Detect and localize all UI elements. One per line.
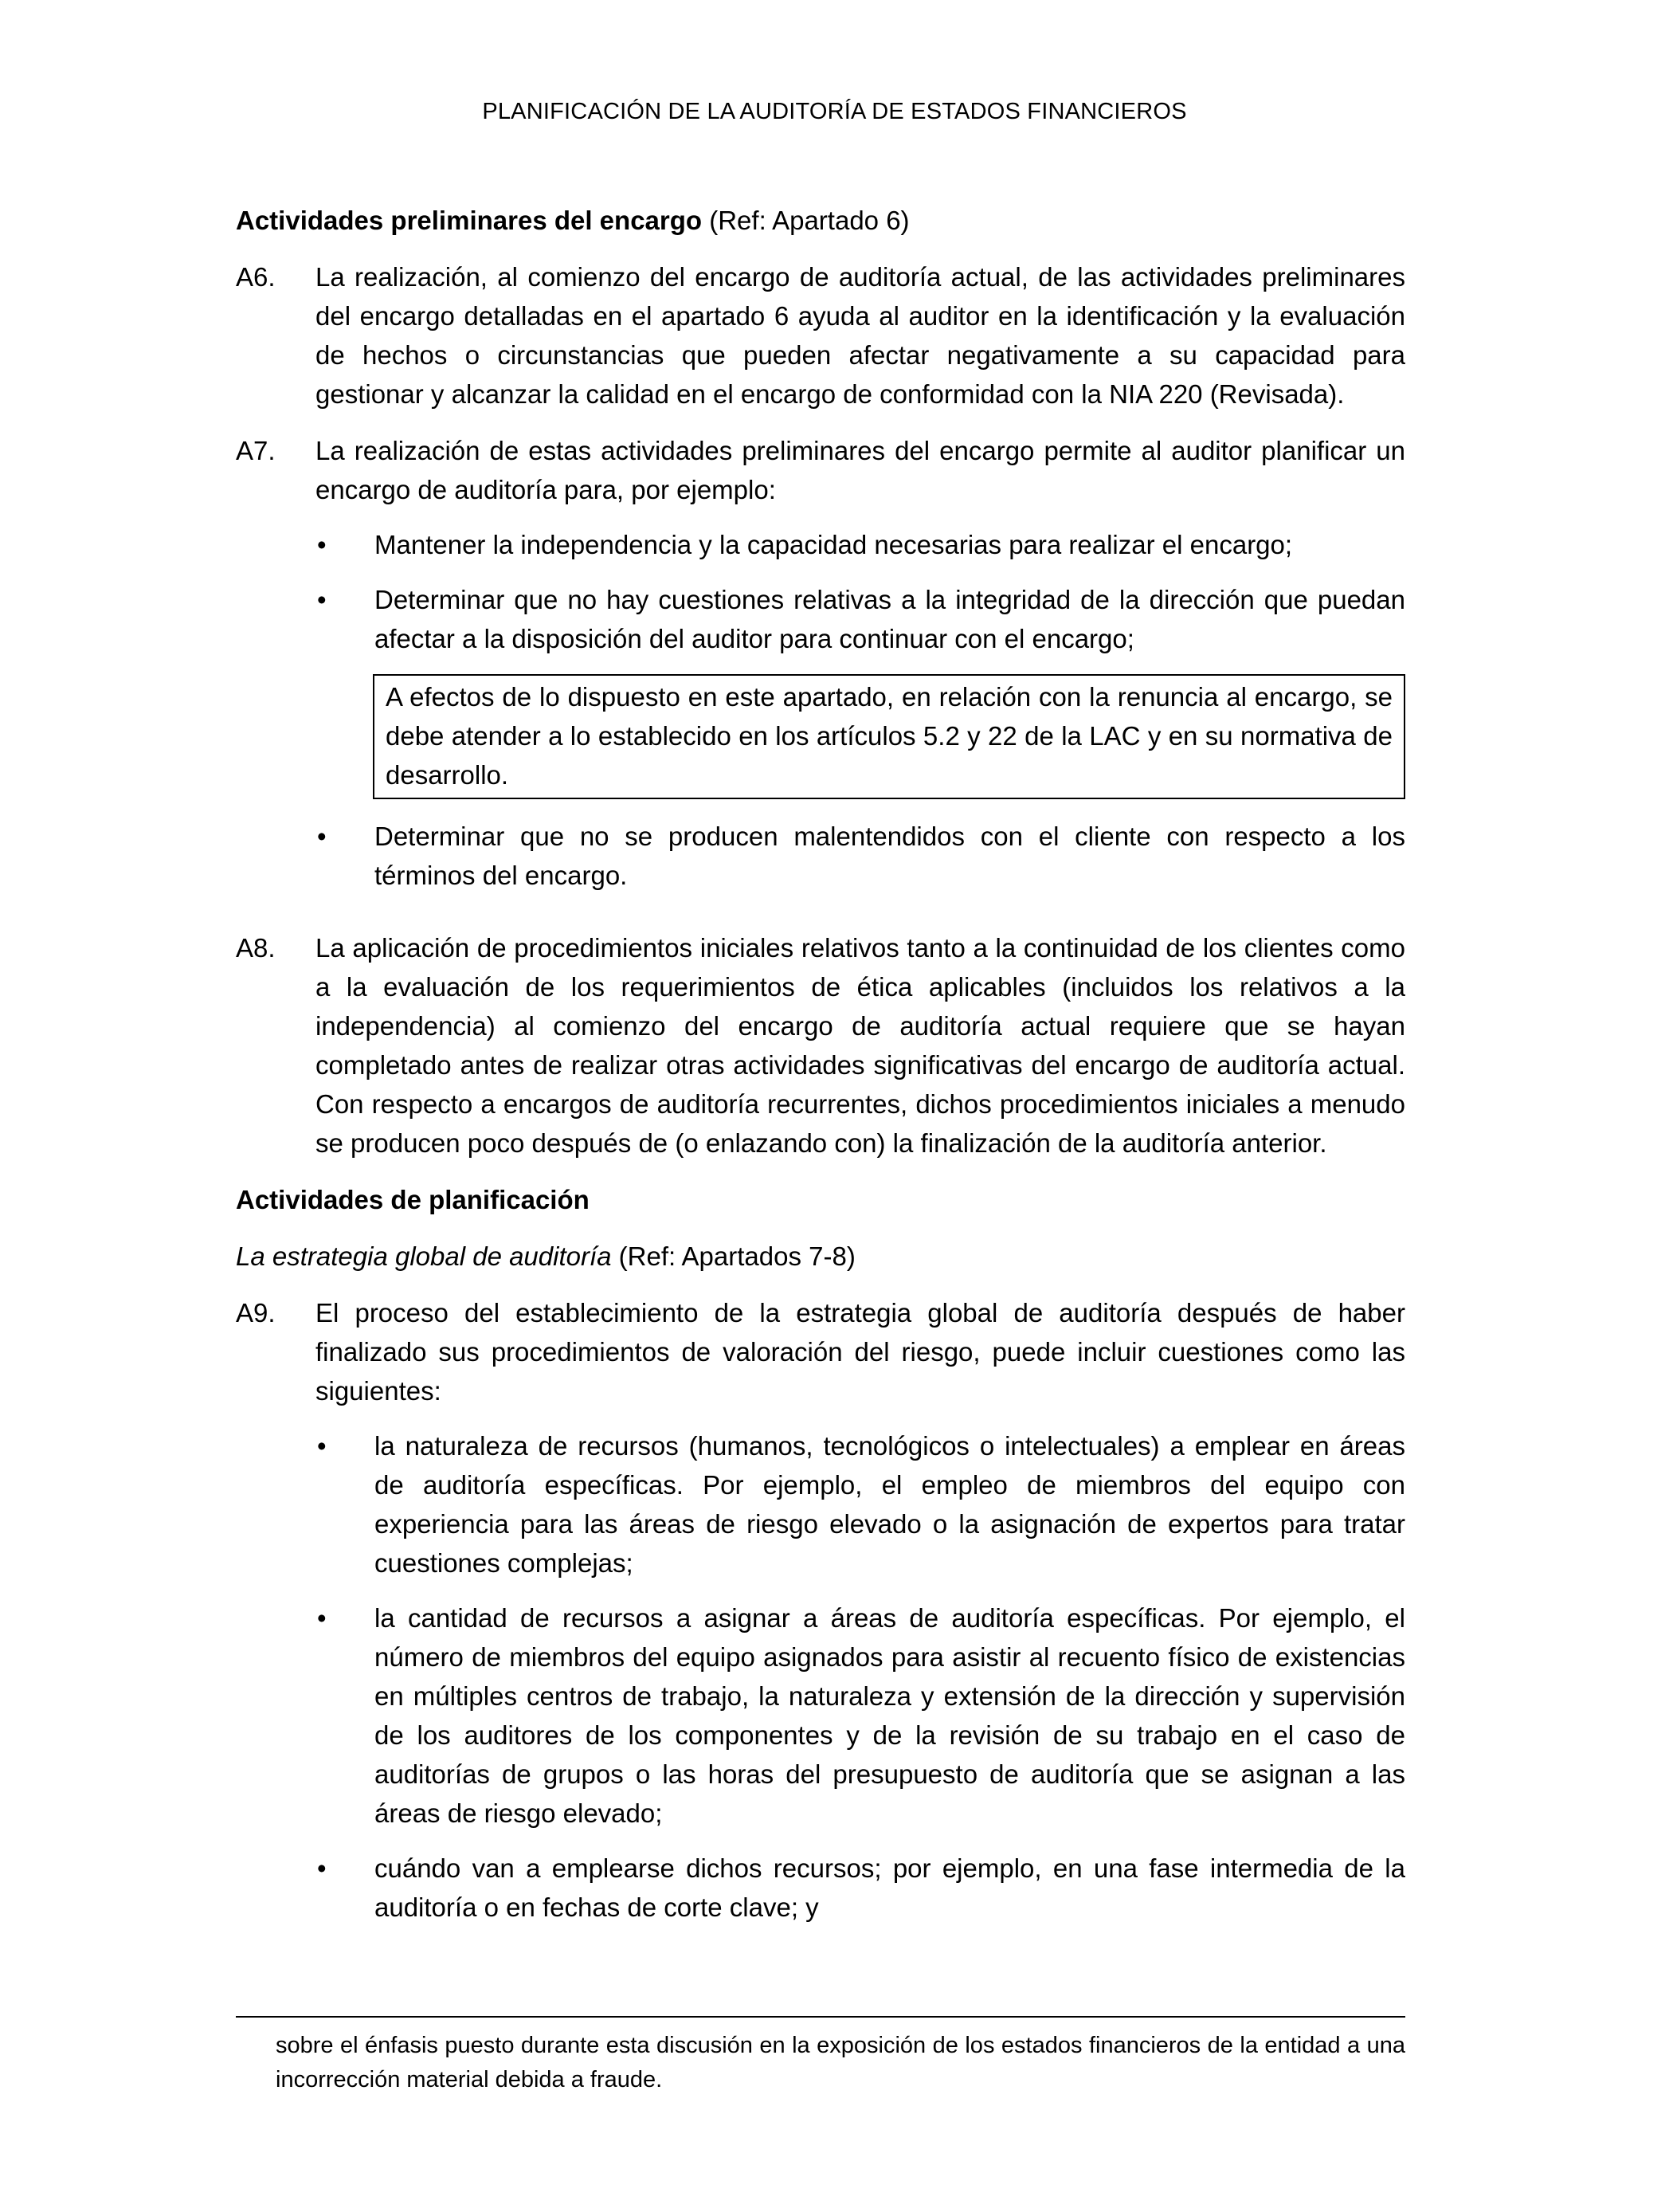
paragraph-a6 — [236, 257, 1405, 414]
paragraph-number: A7. — [236, 436, 276, 465]
bullet-icon: • — [317, 585, 327, 614]
list-item-text: cuándo van a emplearse dichos recursos; por ejemplo, en una fase intermedia de la auditoría o en fechas de corte clave; y — [374, 1853, 1405, 1922]
paragraph-text — [315, 928, 1405, 1163]
running-header: PLANIFICACIÓN DE LA AUDITORÍA DE ESTADOS FINANCIEROS — [482, 99, 1187, 124]
paragraph-a7-text: La realización de estas actividades preliminares del encargo permite al auditor planificar un encargo de auditoría para, por ejemplo: — [315, 436, 1405, 504]
paragraph-number: A8. — [236, 933, 276, 963]
paragraph-text — [315, 431, 1405, 911]
bullet-list-a9 — [315, 1426, 1405, 1927]
footnote-separator — [236, 2016, 1405, 2018]
bullet-icon: • — [317, 822, 327, 851]
paragraph-a7 — [236, 431, 1405, 911]
section-heading-bold: Actividades de planificación — [236, 1185, 590, 1214]
paragraph-a9 — [236, 1293, 1405, 1943]
bullet-list-a7-continued — [315, 817, 1405, 895]
section-heading-bold: Actividades preliminares del encargo — [236, 206, 703, 235]
paragraph-a6-text: La realización, al comienzo del encargo de auditoría actual, de las actividades preliminares del encargo detalladas en el apartado 6 ayuda al auditor en la identificación y la evaluación de hechos o circunstancias que pueden afectar negativamente a su capacidad para gestionar y alcanzar la calidad en el encargo de conformidad con la NIA 220 (Revisada). — [315, 262, 1405, 409]
paragraph-a8 — [236, 928, 1405, 1163]
paragraph-text — [315, 257, 1405, 414]
list-item — [315, 1849, 1405, 1927]
list-item — [315, 1598, 1405, 1833]
list-item — [315, 1426, 1405, 1583]
section-heading-ref: (Ref: Apartado 6) — [702, 206, 910, 235]
document-body — [236, 201, 1405, 1960]
list-item — [315, 580, 1405, 658]
bullet-icon: • — [317, 1431, 327, 1461]
list-item-text: la naturaleza de recursos (humanos, tecnológicos o intelectuales) a emplear en áreas de auditoría específicas. Por ejemplo, el empleo de miembros del equipo con experiencia para las áreas de riesgo elevado o la asignación de expertos para tratar cuestiones complejas; — [374, 1431, 1405, 1578]
paragraph-number: A9. — [236, 1298, 276, 1328]
list-item — [315, 525, 1405, 564]
bullet-icon: • — [317, 530, 327, 559]
subsection-heading-ref: (Ref: Apartados 7-8) — [611, 1241, 856, 1271]
paragraph-number: A6. — [236, 262, 276, 292]
list-item-text: la cantidad de recursos a asignar a áreas de auditoría específicas. Por ejemplo, el número de miembros del equipo asignados para asistir al recuento físico de existencias en múltiples centros de trabajo, la naturaleza y extensión de la dirección y supervisión de los auditores de los componentes y de la revisión de su trabajo en el caso de auditorías de grupos o las horas del presupuesto de auditoría que se asignan a las áreas de riesgo elevado; — [374, 1603, 1405, 1828]
list-item-text: Determinar que no se producen malentendidos con el cliente con respecto a los términos del encargo. — [374, 822, 1405, 890]
section-heading-preliminary — [236, 201, 1405, 240]
paragraph-a8-text: La aplicación de procedimientos iniciales relativos tanto a la continuidad de los clientes como a la evaluación de los requerimientos de ética aplicables (incluidos los relativos a la independencia) al comienzo del encargo de auditoría actual requiere que se hayan completado antes de realizar otras actividades significativas del encargo de auditoría actual. Con respecto a encargos de auditoría recurrentes, dichos procedimientos iniciales a menudo se producen poco después de (o enlazando con) la finalización de la auditoría anterior. — [315, 933, 1405, 1158]
list-item — [315, 817, 1405, 895]
bullet-icon: • — [317, 1853, 327, 1883]
list-item-text: Mantener la independencia y la capacidad necesarias para realizar el encargo; — [374, 530, 1293, 559]
subsection-heading-italic: La estrategia global de auditoría — [236, 1241, 612, 1271]
bullet-icon: • — [317, 1603, 327, 1633]
section-heading-planning — [236, 1180, 1405, 1219]
paragraph-text — [315, 1293, 1405, 1943]
bullet-list-a7 — [315, 525, 1405, 658]
subsection-heading — [236, 1237, 1405, 1276]
footnote-text: sobre el énfasis puesto durante esta discusión en la exposición de los estados financieros de la entidad a una incorrección material debida a fraude. — [276, 2033, 1405, 2092]
paragraph-a9-text: El proceso del establecimiento de la estrategia global de auditoría después de haber finalizado sus procedimientos de valoración del riesgo, puede incluir cuestiones como las siguientes: — [315, 1298, 1405, 1406]
boxed-note: A efectos de lo dispuesto en este apartado, en relación con la renuncia al encargo, se debe atender a lo establecido en los artículos 5.2 y 22 de la LAC y en su normativa de desarrollo. — [373, 674, 1405, 799]
list-item-text: Determinar que no hay cuestiones relativas a la integridad de la dirección que puedan afectar a la disposición del auditor para continuar con el encargo; — [374, 585, 1405, 653]
